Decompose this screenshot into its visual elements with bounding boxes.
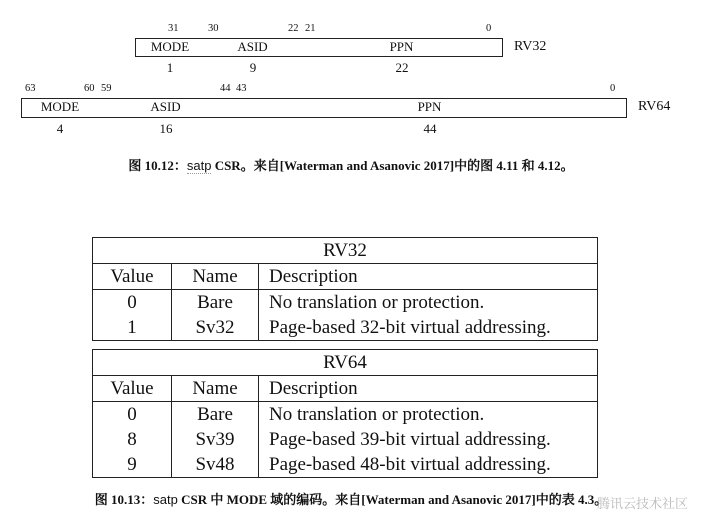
rv32-asid-width: 9 xyxy=(249,60,257,75)
caption-2-code: satp xyxy=(153,492,178,507)
rv64-asid-field: ASID xyxy=(98,98,234,118)
rv32-row-0-name: Bare xyxy=(172,290,259,316)
rv64-row-0-name: Bare xyxy=(172,402,259,428)
rv32-mode-width: 1 xyxy=(166,60,174,75)
rv64-row-1-description: Page-based 39-bit virtual addressing. xyxy=(259,427,598,452)
rv32-table-title: RV32 xyxy=(93,238,598,264)
rv64-row-2-description: Page-based 48-bit virtual addressing. xyxy=(259,452,598,478)
rv64-ppn-lo-bit: 0 xyxy=(610,83,616,94)
rv64-mode-field: MODE xyxy=(21,98,99,118)
rv64-asid-width: 16 xyxy=(159,121,173,136)
rv64-asid-hi-bit: 59 xyxy=(101,83,112,94)
rv32-ppn-lo-bit: 0 xyxy=(486,23,492,34)
rv32-asid-hi-bit: 30 xyxy=(208,23,219,34)
caption-2-suffix: CSR 中 MODE 域的编码。来自[Waterman and Asanovic 2017]中的表 4.3。 xyxy=(177,492,608,507)
rv32-register-name: RV32 xyxy=(514,39,547,54)
caption-1-code: satp xyxy=(186,158,212,173)
rv32-ppn-field: PPN xyxy=(301,38,503,57)
table-row xyxy=(93,402,598,428)
rv32-ppn-hi-bit: 21 xyxy=(305,23,316,34)
rv32-mode-field: MODE xyxy=(135,38,205,57)
caption-1-suffix: CSR。来自[Waterman and Asanovic 2017]中的图 4.11 和 4.12。 xyxy=(211,158,574,173)
rv32-row-1-value: 1 xyxy=(93,315,172,341)
rv32-row-0-value: 0 xyxy=(93,290,172,316)
rv64-row-1-value: 8 xyxy=(93,427,172,452)
rv64-register-name: RV64 xyxy=(638,99,671,114)
rv32-header-name: Name xyxy=(172,264,259,290)
table-row xyxy=(93,315,598,341)
rv64-header-value: Value xyxy=(93,376,172,402)
caption-2-prefix: 图 10.13： xyxy=(94,492,154,507)
rv64-header-name: Name xyxy=(172,376,259,402)
rv32-asid-field: ASID xyxy=(204,38,302,57)
rv64-row-2-value: 9 xyxy=(93,452,172,478)
caption-1-prefix: 图 10.12： xyxy=(128,158,187,173)
rv64-mode-hi-bit: 63 xyxy=(25,83,36,94)
rv32-ppn-width: 22 xyxy=(395,60,409,75)
rv32-row-1-description: Page-based 32-bit virtual addressing. xyxy=(259,315,598,341)
rv64-ppn-field: PPN xyxy=(233,98,627,118)
rv64-mode-table xyxy=(92,349,598,478)
rv64-row-2-name: Sv48 xyxy=(172,452,259,478)
table-row xyxy=(93,427,598,452)
rv32-row-0-description: No translation or protection. xyxy=(259,290,598,316)
rv64-mode-width: 4 xyxy=(56,121,64,136)
rv64-header-description: Description xyxy=(259,376,598,402)
table-row xyxy=(93,452,598,478)
rv64-table-title: RV64 xyxy=(93,350,598,376)
rv32-mode-table xyxy=(92,237,598,341)
figure-caption-10-12 xyxy=(0,158,702,174)
rv64-row-0-description: No translation or protection. xyxy=(259,402,598,428)
rv64-row-1-name: Sv39 xyxy=(172,427,259,452)
rv64-row-0-value: 0 xyxy=(93,402,172,428)
rv64-mode-lo-bit: 60 xyxy=(84,83,95,94)
rv32-asid-lo-bit: 22 xyxy=(288,23,299,34)
rv64-ppn-hi-bit: 43 xyxy=(236,83,247,94)
rv32-mode-hi-bit: 31 xyxy=(168,23,179,34)
rv32-header-description: Description xyxy=(259,264,598,290)
rv64-asid-lo-bit: 44 xyxy=(220,83,231,94)
rv32-row-1-name: Sv32 xyxy=(172,315,259,341)
table-row xyxy=(93,290,598,316)
watermark-text: 腾讯云技术社区 xyxy=(596,497,688,512)
rv64-ppn-width: 44 xyxy=(423,121,437,136)
rv32-header-value: Value xyxy=(93,264,172,290)
